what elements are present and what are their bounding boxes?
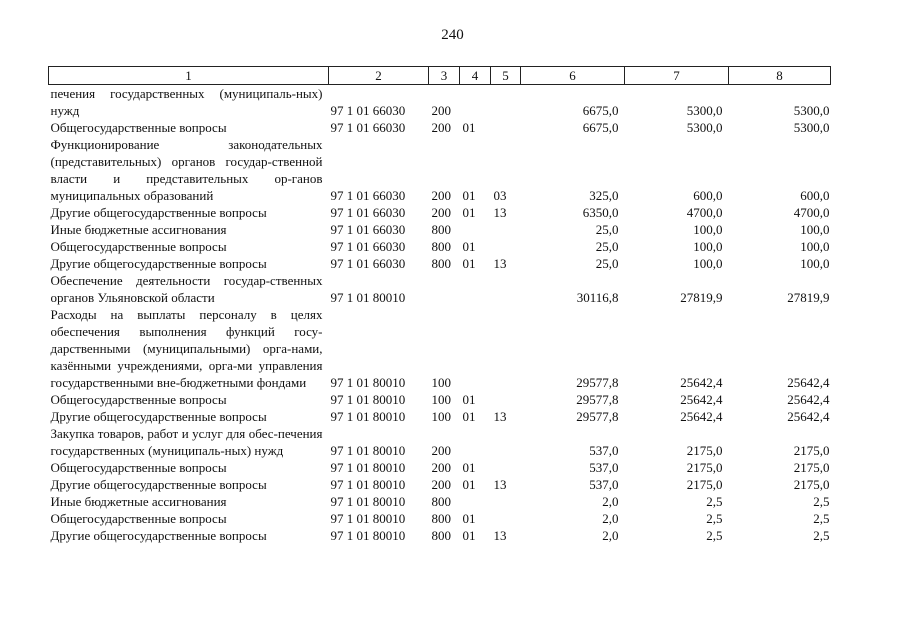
table-row xyxy=(49,476,831,493)
row-expense-type: 100 xyxy=(431,375,451,390)
row-subsection: 13 xyxy=(493,528,507,543)
table-row xyxy=(49,136,831,204)
row-amount-col7: 25642,4 xyxy=(680,409,723,424)
row-subsection: 13 xyxy=(493,205,507,220)
row-name: Другие общегосударственные вопросы xyxy=(50,205,267,220)
row-amount-col7: 100,0 xyxy=(693,239,723,254)
row-expense-type: 200 xyxy=(431,103,451,118)
row-amount-col6: 25,0 xyxy=(595,239,619,254)
row-subsection xyxy=(491,306,521,391)
row-amount-col6: 537,0 xyxy=(589,477,619,492)
row-expense-type: 800 xyxy=(431,239,451,254)
row-amount-col8: 25642,4 xyxy=(787,409,830,424)
row-expense-type: 800 xyxy=(431,256,451,271)
row-amount-col6: 537,0 xyxy=(589,460,619,475)
table-header xyxy=(49,67,831,85)
row-code: 97 1 01 80010 xyxy=(330,392,406,407)
table-body xyxy=(49,85,831,545)
column-header-1: 1 xyxy=(49,67,329,85)
row-amount-col6: 2,0 xyxy=(602,511,619,526)
row-amount-col8: 100,0 xyxy=(800,239,830,254)
row-subsection xyxy=(491,425,521,459)
row-amount-col6: 29577,8 xyxy=(576,392,619,407)
row-expense-type: 200 xyxy=(431,188,451,203)
row-section: 01 xyxy=(462,256,476,271)
column-header-5: 5 xyxy=(491,67,521,85)
row-name: Иные бюджетные ассигнования xyxy=(50,222,227,237)
row-amount-col7: 100,0 xyxy=(693,256,723,271)
row-amount-col6: 537,0 xyxy=(589,443,619,458)
row-amount-col8: 25642,4 xyxy=(787,375,830,390)
row-amount-col6: 6675,0 xyxy=(582,103,619,118)
row-expense-type: 100 xyxy=(431,392,451,407)
row-amount-col6: 29577,8 xyxy=(576,409,619,424)
row-code: 97 1 01 80010 xyxy=(330,511,406,526)
row-amount-col7: 2,5 xyxy=(706,494,723,509)
row-amount-col6: 30116,8 xyxy=(576,290,619,305)
row-code: 97 1 01 66030 xyxy=(330,188,406,203)
row-code: 97 1 01 80010 xyxy=(330,290,406,305)
row-amount-col6: 325,0 xyxy=(589,188,619,203)
row-subsection: 13 xyxy=(493,256,507,271)
row-amount-col8: 5300,0 xyxy=(793,103,830,118)
row-expense-type: 200 xyxy=(431,460,451,475)
row-name: печения государственных (муниципаль-ных) нужд xyxy=(50,86,323,118)
row-code: 97 1 01 66030 xyxy=(330,239,406,254)
row-amount-col6: 29577,8 xyxy=(576,375,619,390)
row-amount-col8: 25642,4 xyxy=(787,392,830,407)
row-amount-col7: 100,0 xyxy=(693,222,723,237)
row-code: 97 1 01 66030 xyxy=(330,120,406,135)
row-expense-type: 800 xyxy=(431,494,451,509)
row-expense-type xyxy=(429,272,460,306)
row-subsection: 13 xyxy=(493,477,507,492)
row-amount-col8: 2,5 xyxy=(813,528,830,543)
row-name: Другие общегосударственные вопросы xyxy=(50,528,267,543)
row-name: Функционирование законодательных (представительных) органов государ-ственной власти и представительных ор-ганов муниципальных образований xyxy=(50,137,323,203)
row-code: 97 1 01 66030 xyxy=(330,103,406,118)
row-name: Иные бюджетные ассигнования xyxy=(50,494,227,509)
row-section: 01 xyxy=(462,188,476,203)
row-code: 97 1 01 80010 xyxy=(330,375,406,390)
row-subsection: 03 xyxy=(493,188,507,203)
row-subsection xyxy=(491,119,521,136)
table-row xyxy=(49,425,831,459)
table-row xyxy=(49,391,831,408)
row-section xyxy=(460,221,491,238)
row-amount-col6: 6350,0 xyxy=(582,205,619,220)
row-name: Обеспечение деятельности государ-ственных органов Ульяновской области xyxy=(50,273,323,305)
table-row xyxy=(49,306,831,391)
header-row xyxy=(49,67,831,85)
row-section: 01 xyxy=(462,460,476,475)
row-subsection xyxy=(491,459,521,476)
row-code: 97 1 01 66030 xyxy=(330,256,406,271)
row-name: Общегосударственные вопросы xyxy=(50,460,227,475)
row-code: 97 1 01 66030 xyxy=(330,205,406,220)
row-name: Общегосударственные вопросы xyxy=(50,120,227,135)
table-row xyxy=(49,255,831,272)
row-subsection xyxy=(491,493,521,510)
row-amount-col7: 27819,9 xyxy=(680,290,723,305)
row-code: 97 1 01 80010 xyxy=(330,460,406,475)
column-header-4: 4 xyxy=(460,67,491,85)
row-amount-col8: 27819,9 xyxy=(787,290,830,305)
row-amount-col8: 2,5 xyxy=(813,511,830,526)
column-header-3: 3 xyxy=(429,67,460,85)
row-subsection: 13 xyxy=(493,409,507,424)
row-section: 01 xyxy=(462,392,476,407)
row-amount-col7: 2175,0 xyxy=(686,477,723,492)
row-code: 97 1 01 80010 xyxy=(330,409,406,424)
row-amount-col8: 2175,0 xyxy=(793,477,830,492)
row-subsection xyxy=(491,221,521,238)
column-header-8: 8 xyxy=(729,67,831,85)
table-row xyxy=(49,527,831,544)
row-subsection xyxy=(491,272,521,306)
column-header-7: 7 xyxy=(625,67,729,85)
row-section xyxy=(460,272,491,306)
row-section xyxy=(460,85,491,120)
row-name: Другие общегосударственные вопросы xyxy=(50,409,267,424)
row-expense-type: 800 xyxy=(431,528,451,543)
column-header-2: 2 xyxy=(329,67,429,85)
row-subsection xyxy=(491,238,521,255)
row-amount-col8: 2175,0 xyxy=(793,443,830,458)
row-name: Другие общегосударственные вопросы xyxy=(50,477,267,492)
row-section: 01 xyxy=(462,511,476,526)
row-expense-type: 200 xyxy=(431,120,451,135)
row-expense-type: 200 xyxy=(431,443,451,458)
row-expense-type: 800 xyxy=(431,222,451,237)
row-amount-col7: 4700,0 xyxy=(686,205,723,220)
row-amount-col8: 100,0 xyxy=(800,256,830,271)
row-name: Другие общегосударственные вопросы xyxy=(50,256,267,271)
row-amount-col8: 2175,0 xyxy=(793,460,830,475)
row-code: 97 1 01 66030 xyxy=(330,222,406,237)
row-section: 01 xyxy=(462,120,476,135)
row-amount-col6: 2,0 xyxy=(602,528,619,543)
table-row xyxy=(49,204,831,221)
row-amount-col7: 5300,0 xyxy=(686,120,723,135)
row-name: Общегосударственные вопросы xyxy=(50,511,227,526)
row-amount-col7: 2,5 xyxy=(706,511,723,526)
page-number: 240 xyxy=(441,27,464,43)
row-code: 97 1 01 80010 xyxy=(330,477,406,492)
table-row xyxy=(49,119,831,136)
row-section: 01 xyxy=(462,528,476,543)
row-amount-col6: 2,0 xyxy=(602,494,619,509)
table-row xyxy=(49,459,831,476)
row-section: 01 xyxy=(462,477,476,492)
row-amount-col8: 600,0 xyxy=(800,188,830,203)
row-name: Расходы на выплаты персоналу в целях обеспечения выполнения функций госу-дарственными (муниципальными) орга-нами, казёнными учреждениями, орга-ми управления государственными вне-бюджетными фондами xyxy=(50,307,323,390)
row-section: 01 xyxy=(462,205,476,220)
row-amount-col7: 25642,4 xyxy=(680,392,723,407)
row-name: Общегосударственные вопросы xyxy=(50,239,227,254)
row-code: 97 1 01 80010 xyxy=(330,528,406,543)
row-amount-col7: 2175,0 xyxy=(686,460,723,475)
row-amount-col8: 2,5 xyxy=(813,494,830,509)
row-name: Закупка товаров, работ и услуг для обес-печения государственных (муниципаль-ных) нужд xyxy=(50,426,323,458)
row-section: 01 xyxy=(462,409,476,424)
row-amount-col6: 6675,0 xyxy=(582,120,619,135)
row-expense-type: 200 xyxy=(431,205,451,220)
column-header-6: 6 xyxy=(521,67,625,85)
row-expense-type: 100 xyxy=(431,409,451,424)
row-expense-type: 200 xyxy=(431,477,451,492)
row-section xyxy=(460,493,491,510)
table-row xyxy=(49,408,831,425)
row-amount-col8: 5300,0 xyxy=(793,120,830,135)
table-row xyxy=(49,221,831,238)
row-amount-col8: 100,0 xyxy=(800,222,830,237)
row-subsection xyxy=(491,85,521,120)
row-section: 01 xyxy=(462,239,476,254)
row-amount-col7: 2175,0 xyxy=(686,443,723,458)
row-section xyxy=(460,306,491,391)
row-amount-col8: 4700,0 xyxy=(793,205,830,220)
table-row xyxy=(49,272,831,306)
row-section xyxy=(460,425,491,459)
table-row xyxy=(49,493,831,510)
row-expense-type: 800 xyxy=(431,511,451,526)
table-row xyxy=(49,238,831,255)
row-amount-col7: 600,0 xyxy=(693,188,723,203)
row-name: Общегосударственные вопросы xyxy=(50,392,227,407)
row-amount-col7: 25642,4 xyxy=(680,375,723,390)
row-code: 97 1 01 80010 xyxy=(330,443,406,458)
row-code: 97 1 01 80010 xyxy=(330,494,406,509)
table-row xyxy=(49,85,831,120)
row-subsection xyxy=(491,510,521,527)
row-amount-col6: 25,0 xyxy=(595,256,619,271)
row-subsection xyxy=(491,391,521,408)
budget-table xyxy=(48,66,831,544)
row-amount-col6: 25,0 xyxy=(595,222,619,237)
table-row xyxy=(49,510,831,527)
row-amount-col7: 5300,0 xyxy=(686,103,723,118)
row-amount-col7: 2,5 xyxy=(706,528,723,543)
